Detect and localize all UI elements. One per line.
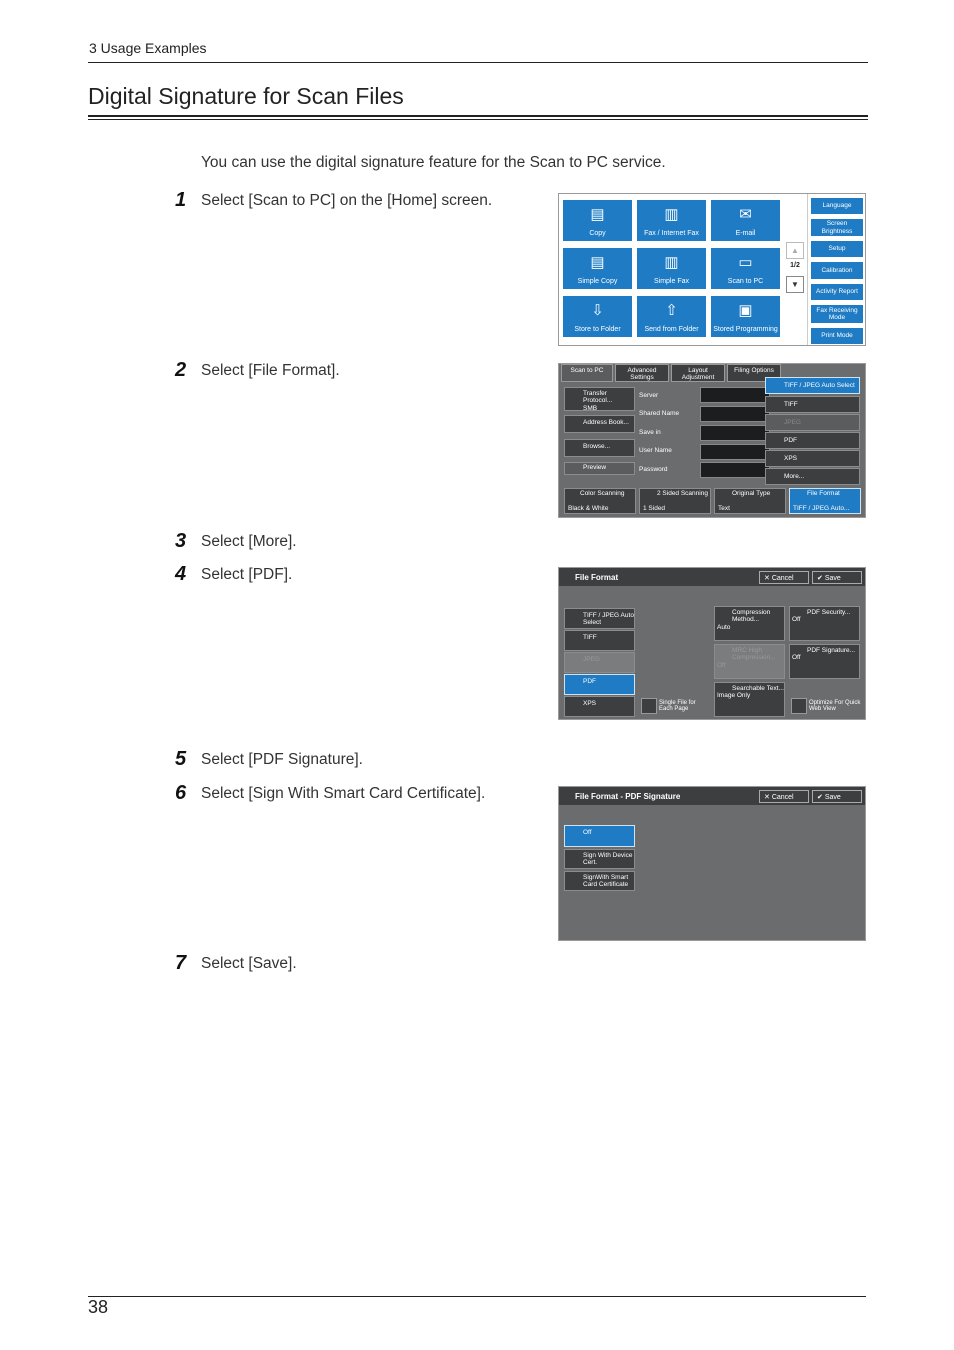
format-tiff[interactable]: TIFF <box>564 630 635 651</box>
format-tiff-jpeg-auto[interactable]: TIFF / JPEG Auto Select <box>564 608 635 629</box>
two-sided-scanning-button[interactable]: 2 Sided Scanning 1 Sided <box>639 488 711 514</box>
pdf-signature-button[interactable]: PDF Signature... Off <box>789 644 860 679</box>
original-type-button[interactable]: Original Type Text <box>714 488 786 514</box>
format-tiff[interactable]: TIFF <box>765 396 860 413</box>
tile-send-from-folder[interactable]: ⇧ Send from Folder <box>636 295 707 338</box>
step-number: 1 <box>175 189 187 211</box>
tile-scan-to-pc[interactable]: ▭ Scan to PC <box>710 247 781 290</box>
step-number: 3 <box>175 530 187 552</box>
password-field[interactable] <box>700 462 770 478</box>
intro-text: You can use the digital signature feature for the Scan to PC service. <box>201 154 666 171</box>
cancel-button[interactable]: ✕ Cancel <box>759 790 809 803</box>
step-text: Select [Sign With Smart Card Certificate]. <box>201 785 486 802</box>
scan-to-pc-screen <box>558 363 866 518</box>
tab-layout-adjustment[interactable]: Layout Adjustment <box>671 364 725 382</box>
save-in-label: Save in <box>639 429 661 436</box>
single-file-label: Single File for Each Page <box>659 700 696 712</box>
page-title: Digital Signature for Scan Files <box>88 83 404 109</box>
tile-copy[interactable]: ▤ Copy <box>562 199 633 242</box>
sign-device-cert-option[interactable]: Sign With Device Cert. <box>564 849 635 869</box>
shared-name-field[interactable] <box>700 406 770 422</box>
step-text: Select [PDF]. <box>201 566 293 583</box>
server-label: Server <box>639 392 659 399</box>
screen-brightness-button[interactable]: Screen Brightness <box>810 218 864 237</box>
page-number: 38 <box>88 1297 109 1317</box>
user-name-field[interactable] <box>700 444 770 460</box>
step-number: 5 <box>175 748 187 770</box>
cancel-button[interactable]: ✕ Cancel <box>759 571 809 584</box>
fax-icon: ▥ <box>664 206 679 223</box>
tile-fax[interactable]: ▥ Fax / Internet Fax <box>636 199 707 242</box>
fax-receiving-mode-button[interactable]: Fax Receiving Mode <box>810 304 864 324</box>
copy-icon: ▤ <box>590 206 605 223</box>
transfer-protocol-button[interactable]: Transfer Protocol... SMB <box>564 387 635 411</box>
tile-simple-fax[interactable]: ▥ Simple Fax <box>636 247 707 290</box>
mrc-high-compression-button[interactable]: MRC High Compression... Off <box>714 644 785 679</box>
step-number: 7 <box>175 952 187 974</box>
file-format-button[interactable]: File Format TIFF / JPEG Auto... <box>789 488 861 514</box>
step-text: Select [More]. <box>201 533 297 550</box>
activity-report-button[interactable]: Activity Report <box>810 283 864 301</box>
disk-icon: ▣ <box>738 302 753 319</box>
format-jpeg[interactable]: JPEG <box>564 652 635 673</box>
page-up-button[interactable]: ▲ <box>786 242 804 259</box>
email-icon: ✉ <box>739 206 752 223</box>
address-book-button[interactable]: Address Book... <box>564 415 635 433</box>
tile-email[interactable]: ✉ E-mail <box>710 199 781 242</box>
monitor-icon: ▭ <box>738 254 753 271</box>
color-scanning-button[interactable]: Color Scanning Black & White <box>564 488 636 514</box>
tile-stored-programming[interactable]: ▣ Stored Programming <box>710 295 781 338</box>
step-number: 2 <box>175 359 187 381</box>
pdf-security-button[interactable]: PDF Security... Off <box>789 606 860 641</box>
signature-off-option[interactable]: Off <box>564 825 635 847</box>
save-in-field[interactable] <box>700 425 770 441</box>
divider <box>807 194 808 346</box>
page-indicator: 1/2 <box>790 262 800 269</box>
file-format-screen <box>558 567 866 720</box>
folder-in-icon: ⇩ <box>591 302 604 319</box>
pdf-signature-screen <box>558 786 866 941</box>
server-field[interactable] <box>700 387 770 403</box>
header-rule <box>88 62 868 63</box>
format-pdf[interactable]: PDF <box>765 432 860 449</box>
screen-title: File Format <box>559 568 865 586</box>
step-number: 4 <box>175 563 187 585</box>
preview-checkbox[interactable]: Preview <box>564 462 635 475</box>
setup-button[interactable]: Setup <box>810 240 864 258</box>
fax-icon: ▥ <box>664 254 679 271</box>
quick-web-view-label: Optimize For Quick Web View <box>809 700 861 712</box>
page-down-button[interactable]: ▼ <box>786 276 804 293</box>
save-button[interactable]: ✔ Save <box>812 790 862 803</box>
tab-filing-options[interactable]: Filing Options <box>727 364 781 382</box>
shared-name-label: Shared Name <box>639 410 680 417</box>
format-jpeg[interactable]: JPEG <box>765 414 860 431</box>
single-file-checkbox[interactable] <box>641 698 657 714</box>
quick-web-view-checkbox[interactable] <box>791 698 807 714</box>
format-xps[interactable]: XPS <box>765 450 860 467</box>
step-number: 6 <box>175 782 187 804</box>
step-text: Select [Save]. <box>201 955 297 972</box>
folder-out-icon: ⇧ <box>665 302 678 319</box>
tile-simple-copy[interactable]: ▤ Simple Copy <box>562 247 633 290</box>
title-rule-thin <box>88 119 868 120</box>
print-mode-button[interactable]: Print Mode <box>810 327 864 345</box>
footer-rule <box>88 1296 866 1297</box>
password-label: Password <box>639 466 668 473</box>
format-more[interactable]: More... <box>765 468 860 485</box>
save-button[interactable]: ✔ Save <box>812 571 862 584</box>
step-text: Select [File Format]. <box>201 362 340 379</box>
step-text: Select [Scan to PC] on the [Home] screen. <box>201 192 493 209</box>
format-tiff-jpeg-auto[interactable]: TIFF / JPEG Auto Select <box>765 377 860 394</box>
copy-icon: ▤ <box>590 254 605 271</box>
browse-button[interactable]: Browse... <box>564 439 635 457</box>
tab-scan-to-pc[interactable]: Scan to PC <box>561 364 613 382</box>
section-header: 3 Usage Examples <box>89 40 207 56</box>
compression-method-button[interactable]: Compression Method... Auto <box>714 606 785 641</box>
title-rule <box>88 115 868 117</box>
screen-title: File Format - PDF Signature <box>559 787 865 805</box>
searchable-text-button[interactable]: Searchable Text... Image Only <box>714 682 785 717</box>
home-screen <box>558 193 866 346</box>
language-button[interactable]: Language <box>810 197 864 215</box>
tab-advanced-settings[interactable]: Advanced Settings <box>615 364 669 382</box>
format-xps[interactable]: XPS <box>564 696 635 717</box>
tile-store-to-folder[interactable]: ⇩ Store to Folder <box>562 295 633 338</box>
sign-smart-card-option[interactable]: SignWith Smart Card Certificate <box>564 871 635 891</box>
calibration-button[interactable]: Calibration <box>810 261 864 280</box>
step-text: Select [PDF Signature]. <box>201 751 363 768</box>
user-name-label: User Name <box>639 447 672 454</box>
format-pdf[interactable]: PDF <box>564 674 635 695</box>
